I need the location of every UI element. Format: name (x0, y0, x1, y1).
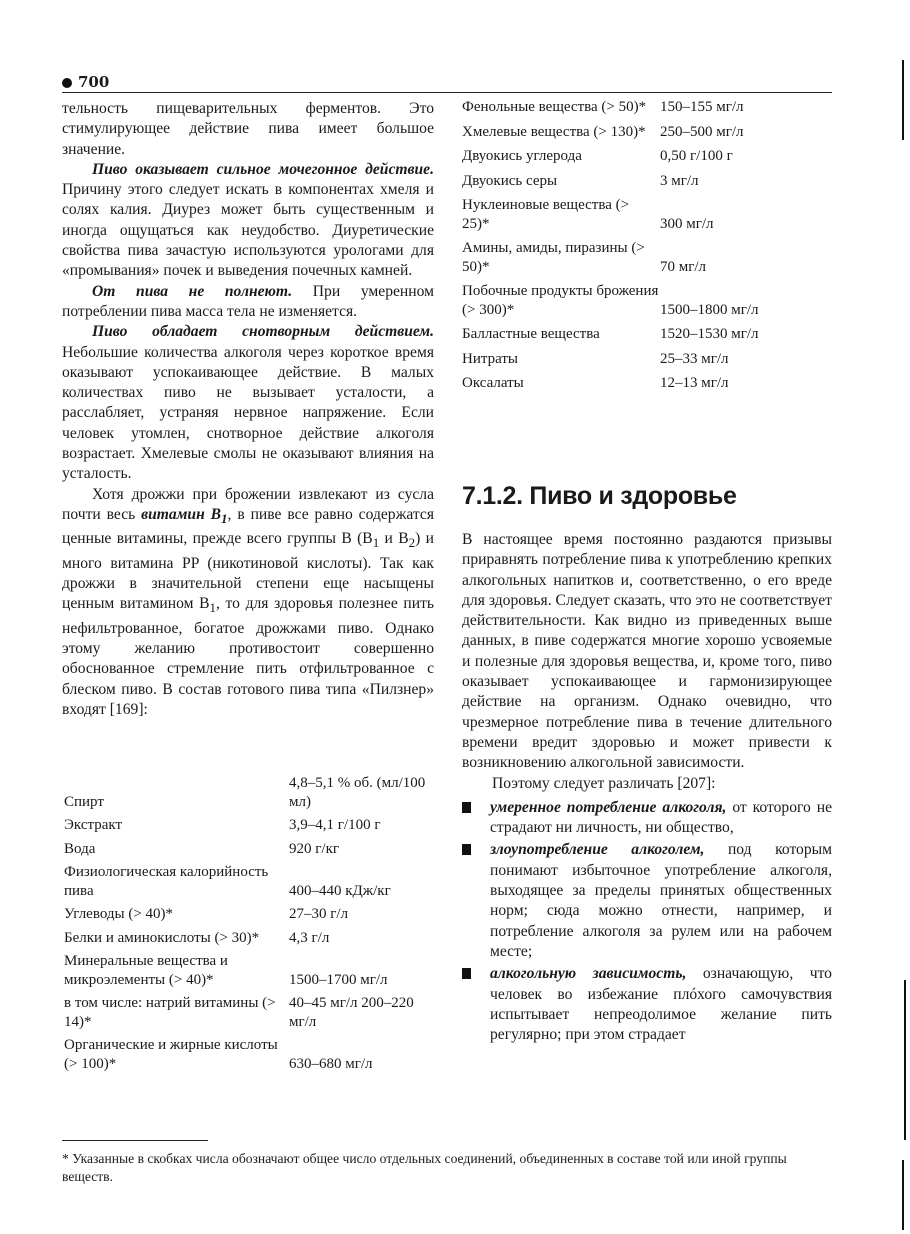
paragraph-text: Причину этого следует искать в компонентах хмеля и солях калия. Диурез может быть существенным и иногда ощущаться как неудобство. Диуретические свойства пива зачастую используются урологами для «промывания» почек и выведения почечных камней. (62, 181, 434, 280)
paragraph: В настоящее время постоянно раздаются призывы приравнять потребление пива к употреблению крепких алкогольных напитков и, соответственно, о его вреде для здоровья. Следует сказать, что это не соответствует действительности. Как видно из приведенных выше данных, в пиве содержатся многие хорошо усвояемые и полезные для здоровья вещества, и, кроме того, пиво оказывает успокаивающее и гармонизирующее действие на организм. Однако очевидно, что чрезмерное потребление пива в течение длительного времени вредит здоровью и может привести к возникновению алкогольной зависимости. (462, 531, 832, 772)
row-label: Хмелевые вещества (> 130)* (462, 123, 646, 140)
row-value: 40–45 мг/л 200–220 мг/л (289, 995, 414, 1030)
header-rule (62, 92, 832, 93)
row-value: 630–680 мг/л (289, 1055, 373, 1072)
row-label: Спирт (64, 793, 104, 810)
page-number (62, 73, 109, 91)
bold-lead: От пива не полнеют. (92, 282, 293, 300)
square-bullet-icon (462, 802, 471, 813)
paragraph-text: ) и много витамина PP (никотиновой кислоты). Так как дрожжи в значительной степени еще насыщены ценным витамином B (62, 530, 435, 613)
row-label: Балластные вещества (462, 326, 600, 342)
square-bullet-icon (462, 968, 471, 979)
paragraph-text: и B (379, 530, 409, 548)
row-value: 250–500 мг/л (660, 123, 744, 140)
row-label: Органические и жирные кислоты (> 100)* (64, 1037, 278, 1072)
row-value: 3 мг/л (660, 172, 699, 189)
row-label: Белки и аминокислоты (> 30)* (64, 929, 260, 946)
bullet-icon (62, 78, 72, 88)
bullet-list (462, 798, 832, 1046)
left-column (62, 99, 434, 720)
list-item (462, 964, 832, 1045)
row-label: Нитраты (462, 350, 519, 367)
row-value: 27–30 г/л (289, 906, 349, 922)
paragraph-text: , в пиве все равно содержатся ценные витамины, прежде всего группы B (B (62, 505, 434, 548)
list-item (462, 798, 832, 839)
table-row (462, 325, 832, 350)
table-row (64, 774, 434, 816)
row-label: Двуокись углерода (462, 148, 582, 164)
list-item-text: под которым понимают избыточное употребление алкоголя, выходящее за пределы принятых общественных норм; сюда можно отнести, например, и потребление алкоголя за рулем или на рабочем месте; (490, 841, 832, 960)
table-row (462, 123, 832, 148)
table-row (462, 196, 832, 239)
table-row (462, 239, 832, 282)
table-row (462, 98, 832, 123)
table-row (462, 350, 832, 375)
row-value: 400–440 кДж/кг (289, 882, 391, 899)
table-row (462, 374, 832, 399)
row-value: 12–13 мг/л (660, 375, 729, 391)
bold-lead: умеренное потребление алкоголя, (490, 798, 727, 816)
footnote-rule (62, 1140, 208, 1141)
row-label: Нуклеиновые вещества (> 25)* (462, 197, 630, 232)
bold-lead: Пиво оказывает сильное мочегонное действие. (92, 160, 434, 178)
paragraph-text: При умеренном потреблении пива масса тела не изменяется. (62, 282, 434, 320)
composition-table-left (64, 774, 434, 1078)
scan-margin-line (902, 60, 904, 140)
list-item-text: от которого не страдают ни личность, ни общество, (490, 798, 832, 837)
row-label: Фенольные вещества (> 50)* (462, 99, 647, 115)
row-label: Оксалаты (462, 375, 524, 391)
table-row (64, 994, 434, 1036)
table-row (462, 282, 832, 325)
row-label: Побочные продукты брожения (> 300)* (462, 283, 659, 318)
paragraph (62, 322, 434, 484)
bold-lead: алкогольную зависимость, (490, 965, 687, 983)
table-row (64, 1036, 434, 1078)
row-label: Углеводы (> 40)* (64, 906, 174, 922)
list-item (462, 840, 832, 962)
page-number-text: 700 (78, 73, 110, 91)
footnote: * Указанные в скобках числа обозначают общее число отдельных соединений, объединенных в составе той или иной группы веществ. (62, 1151, 787, 1184)
row-value: 0,50 г/100 г (660, 148, 733, 164)
row-value: 4,8–5,1 % об. (мл/100 мл) (289, 775, 426, 810)
table-row (64, 952, 434, 994)
scan-margin-line (904, 980, 906, 1140)
row-value: 1500–1700 мг/л (289, 971, 388, 988)
table-row (64, 863, 434, 905)
subscript: 1 (221, 511, 228, 527)
row-value: 150–155 мг/л (660, 99, 744, 115)
paragraph: тельность пищеварительных ферментов. Это стимулирующее действие пива имеет большое значение. (62, 100, 434, 158)
row-label: Вода (64, 840, 96, 857)
table-row (64, 840, 434, 864)
row-value: 1520–1530 мг/л (660, 326, 759, 342)
paragraph-text: , то для здоровья полезнее пить нефильтрованное, богатое дрожжами пиво. Однако этому желанию противостоит совершенно обоснованное стремление пить отфильтрованное с блеском пиво. В состав готового пива типа «Пилзнер» входят [169]: (62, 595, 435, 718)
paragraph: Поэтому следует различать [207]: (492, 774, 716, 792)
section-heading: 7.1.2. Пиво и здоровье (462, 482, 737, 510)
row-label: Минеральные вещества и микроэлементы (> 40)* (64, 953, 228, 988)
scan-margin-line (902, 1160, 904, 1230)
square-bullet-icon (462, 844, 471, 855)
row-label: в том числе: натрий витамины (> 14)* (64, 995, 276, 1030)
table-row (462, 147, 832, 172)
row-value: 4,3 г/л (289, 929, 330, 946)
bold-lead: Пиво обладает снотворным действием. (92, 323, 434, 341)
composition-table-right (462, 98, 832, 399)
table-row (64, 905, 434, 929)
row-label: Амины, амиды, пиразины (> 50)* (462, 240, 645, 275)
row-label: Двуокись серы (462, 172, 558, 189)
row-value: 25–33 мг/л (660, 350, 729, 367)
table-row (64, 816, 434, 840)
row-value: 1500–1800 мг/л (660, 301, 759, 318)
subscript: 1 (372, 535, 380, 551)
vitamin-label: витамин B (141, 505, 222, 523)
row-value: 70 мг/л (660, 258, 707, 275)
paragraph (62, 160, 434, 282)
right-column (462, 530, 832, 1045)
row-value: 920 г/кг (289, 840, 340, 857)
paragraph (62, 485, 434, 721)
row-label: Физиологическая калорийность пива (64, 864, 269, 899)
table-row (462, 172, 832, 197)
bold-lead: злоупотребление алкоголем, (490, 841, 705, 859)
paragraph-text: Небольшие количества алкоголя через короткое время оказывают успокаивающее действие. В малых количествах пиво не вызывает усталости, а расслабляет, устраняя нервное напряжение. Если человек утомлен, снотворное действие алкоголя возрастает. Хмелевые смолы не оказывают влияния на усталость. (62, 343, 434, 483)
list-item-text: означающую, что человек во избежание плóхого самочувствия испытывает непреодолимое желание пить регулярно; при этом страдает (490, 965, 832, 1044)
row-value: 3,9–4,1 г/100 г (289, 817, 381, 833)
paragraph (62, 282, 434, 323)
table-row (64, 929, 434, 953)
row-label: Экстракт (64, 817, 123, 833)
subscript: 2 (408, 535, 416, 551)
row-value: 300 мг/л (660, 215, 714, 232)
bold-lead (141, 505, 228, 527)
subscript: 1 (209, 600, 217, 616)
paragraph-text: Хотя дрожжи при брожении извлекают из сусла почти весь (62, 485, 434, 523)
